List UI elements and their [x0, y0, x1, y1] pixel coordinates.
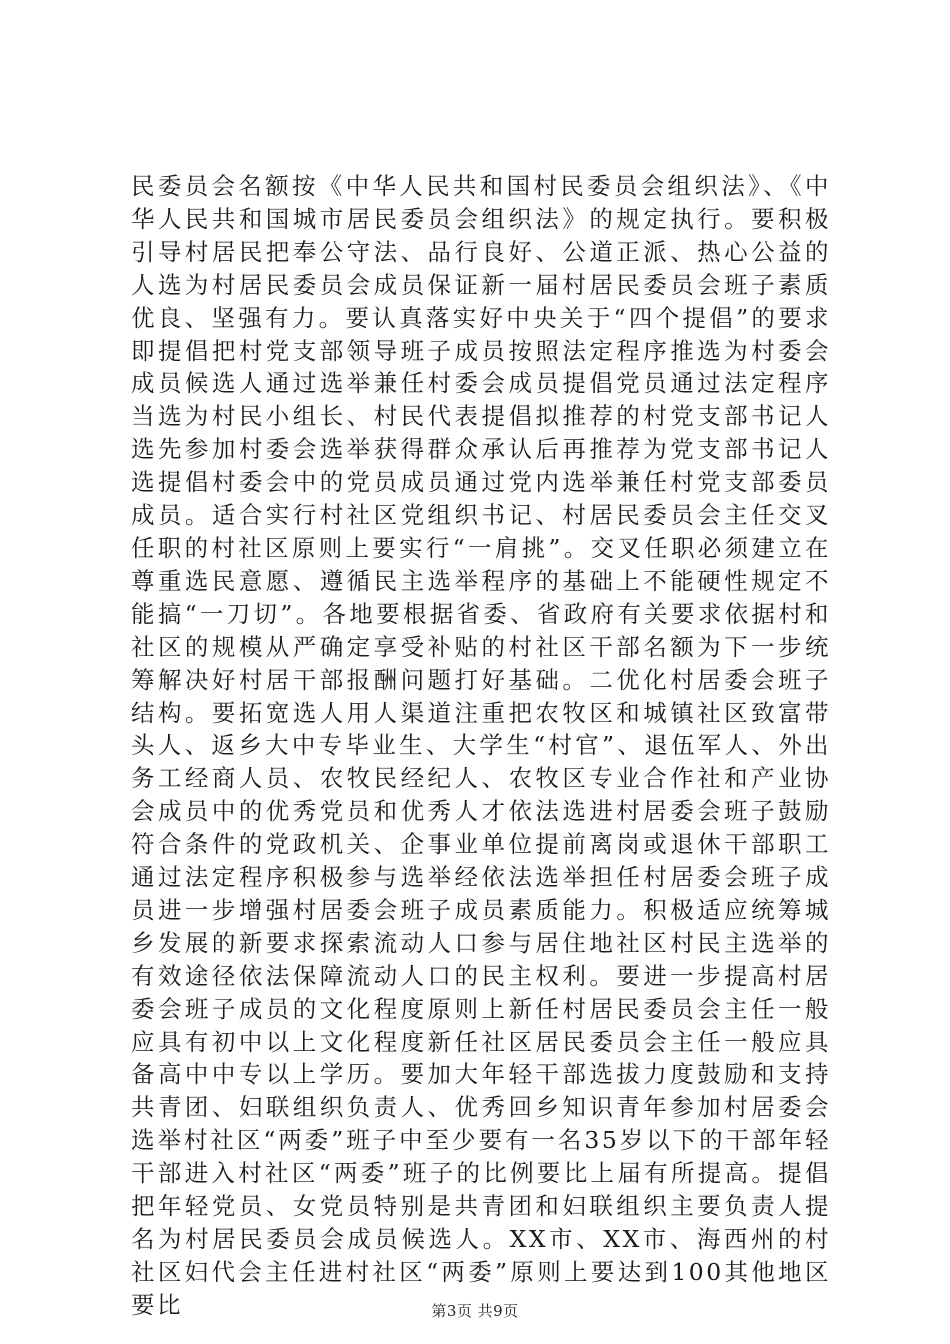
- body-paragraph: 民委员会名额按《中华人民共和国村民委员会组织法》、《中华人民共和国城市居民委员会组织法》的规定执行。要积极引导村居民把奉公守法、品行良好、公道正派、热心公益的人选为村居民委员会成员保证新一届村居民委员会班子素质优良、坚强有力。要认真落实好中央关于“四个提倡”的要求即提倡把村党支部领导班子成员按照法定程序推选为村委会成员候选人通过选举兼任村委会成员提倡党员通过法定程序当选为村民小组长、村民代表提倡拟推荐的村党支部书记人选先参加村委会选举获得群众承认后再推荐为党支部书记人选提倡村委会中的党员成员通过党内选举兼任村党支部委员成员。适合实行村社区党组织书记、村居民委员会主任交叉任职的村社区原则上要实行“一肩挑”。交叉任职必须建立在尊重选民意愿、遵循民主选举程序的基础上不能硬性规定不能搞“一刀切”。各地要根据省委、省政府有关要求依据村和社区的规模从严确定享受补贴的村社区干部名额为下一步统筹解决好村居干部报酬问题打好基础。二优化村居委会班子结构。要拓宽选人用人渠道注重把农牧区和城镇社区致富带头人、返乡大中专毕业生、大学生“村官”、退伍军人、外出务工经商人员、农牧民经纪人、农牧区专业合作社和产业协会成员中的优秀党员和优秀人才依法选进村居委会班子鼓励符合条件的党政机关、企事业单位提前离岗或退休干部职工通过法定程序积极参与选举经依法选举担任村居委会班子成员进一步增强村居委会班子成员素质能力。积极适应统筹城乡发展的新要求探索流动人口参与居住地社区村民主选举的有效途径依法保障流动人口的民主权利。要进一步提高村居委会班子成员的文化程度原则上新任村居民委员会主任一般应具有初中以上文化程度新任社区居民委员会主任一般应具备高中中专以上学历。要加大年轻干部选拔力度鼓励和支持共青团、妇联组织负责人、优秀回乡知识青年参加村居委会选举村社区“两委”班子中至少要有一名35岁以下的干部年轻干部进入村社区“两委”班子的比例要比上届有所提高。提倡把年轻党员、女党员特别是共青团和妇联组织主要负责人提名为村居民委员会成员候选人。XX市、XX市、海西州的村社区妇代会主任进村社区“两委”原则上要达到100其他地区要比: [131, 172, 831, 1319]
- page-footer: 第3页 共9页: [431, 1302, 519, 1320]
